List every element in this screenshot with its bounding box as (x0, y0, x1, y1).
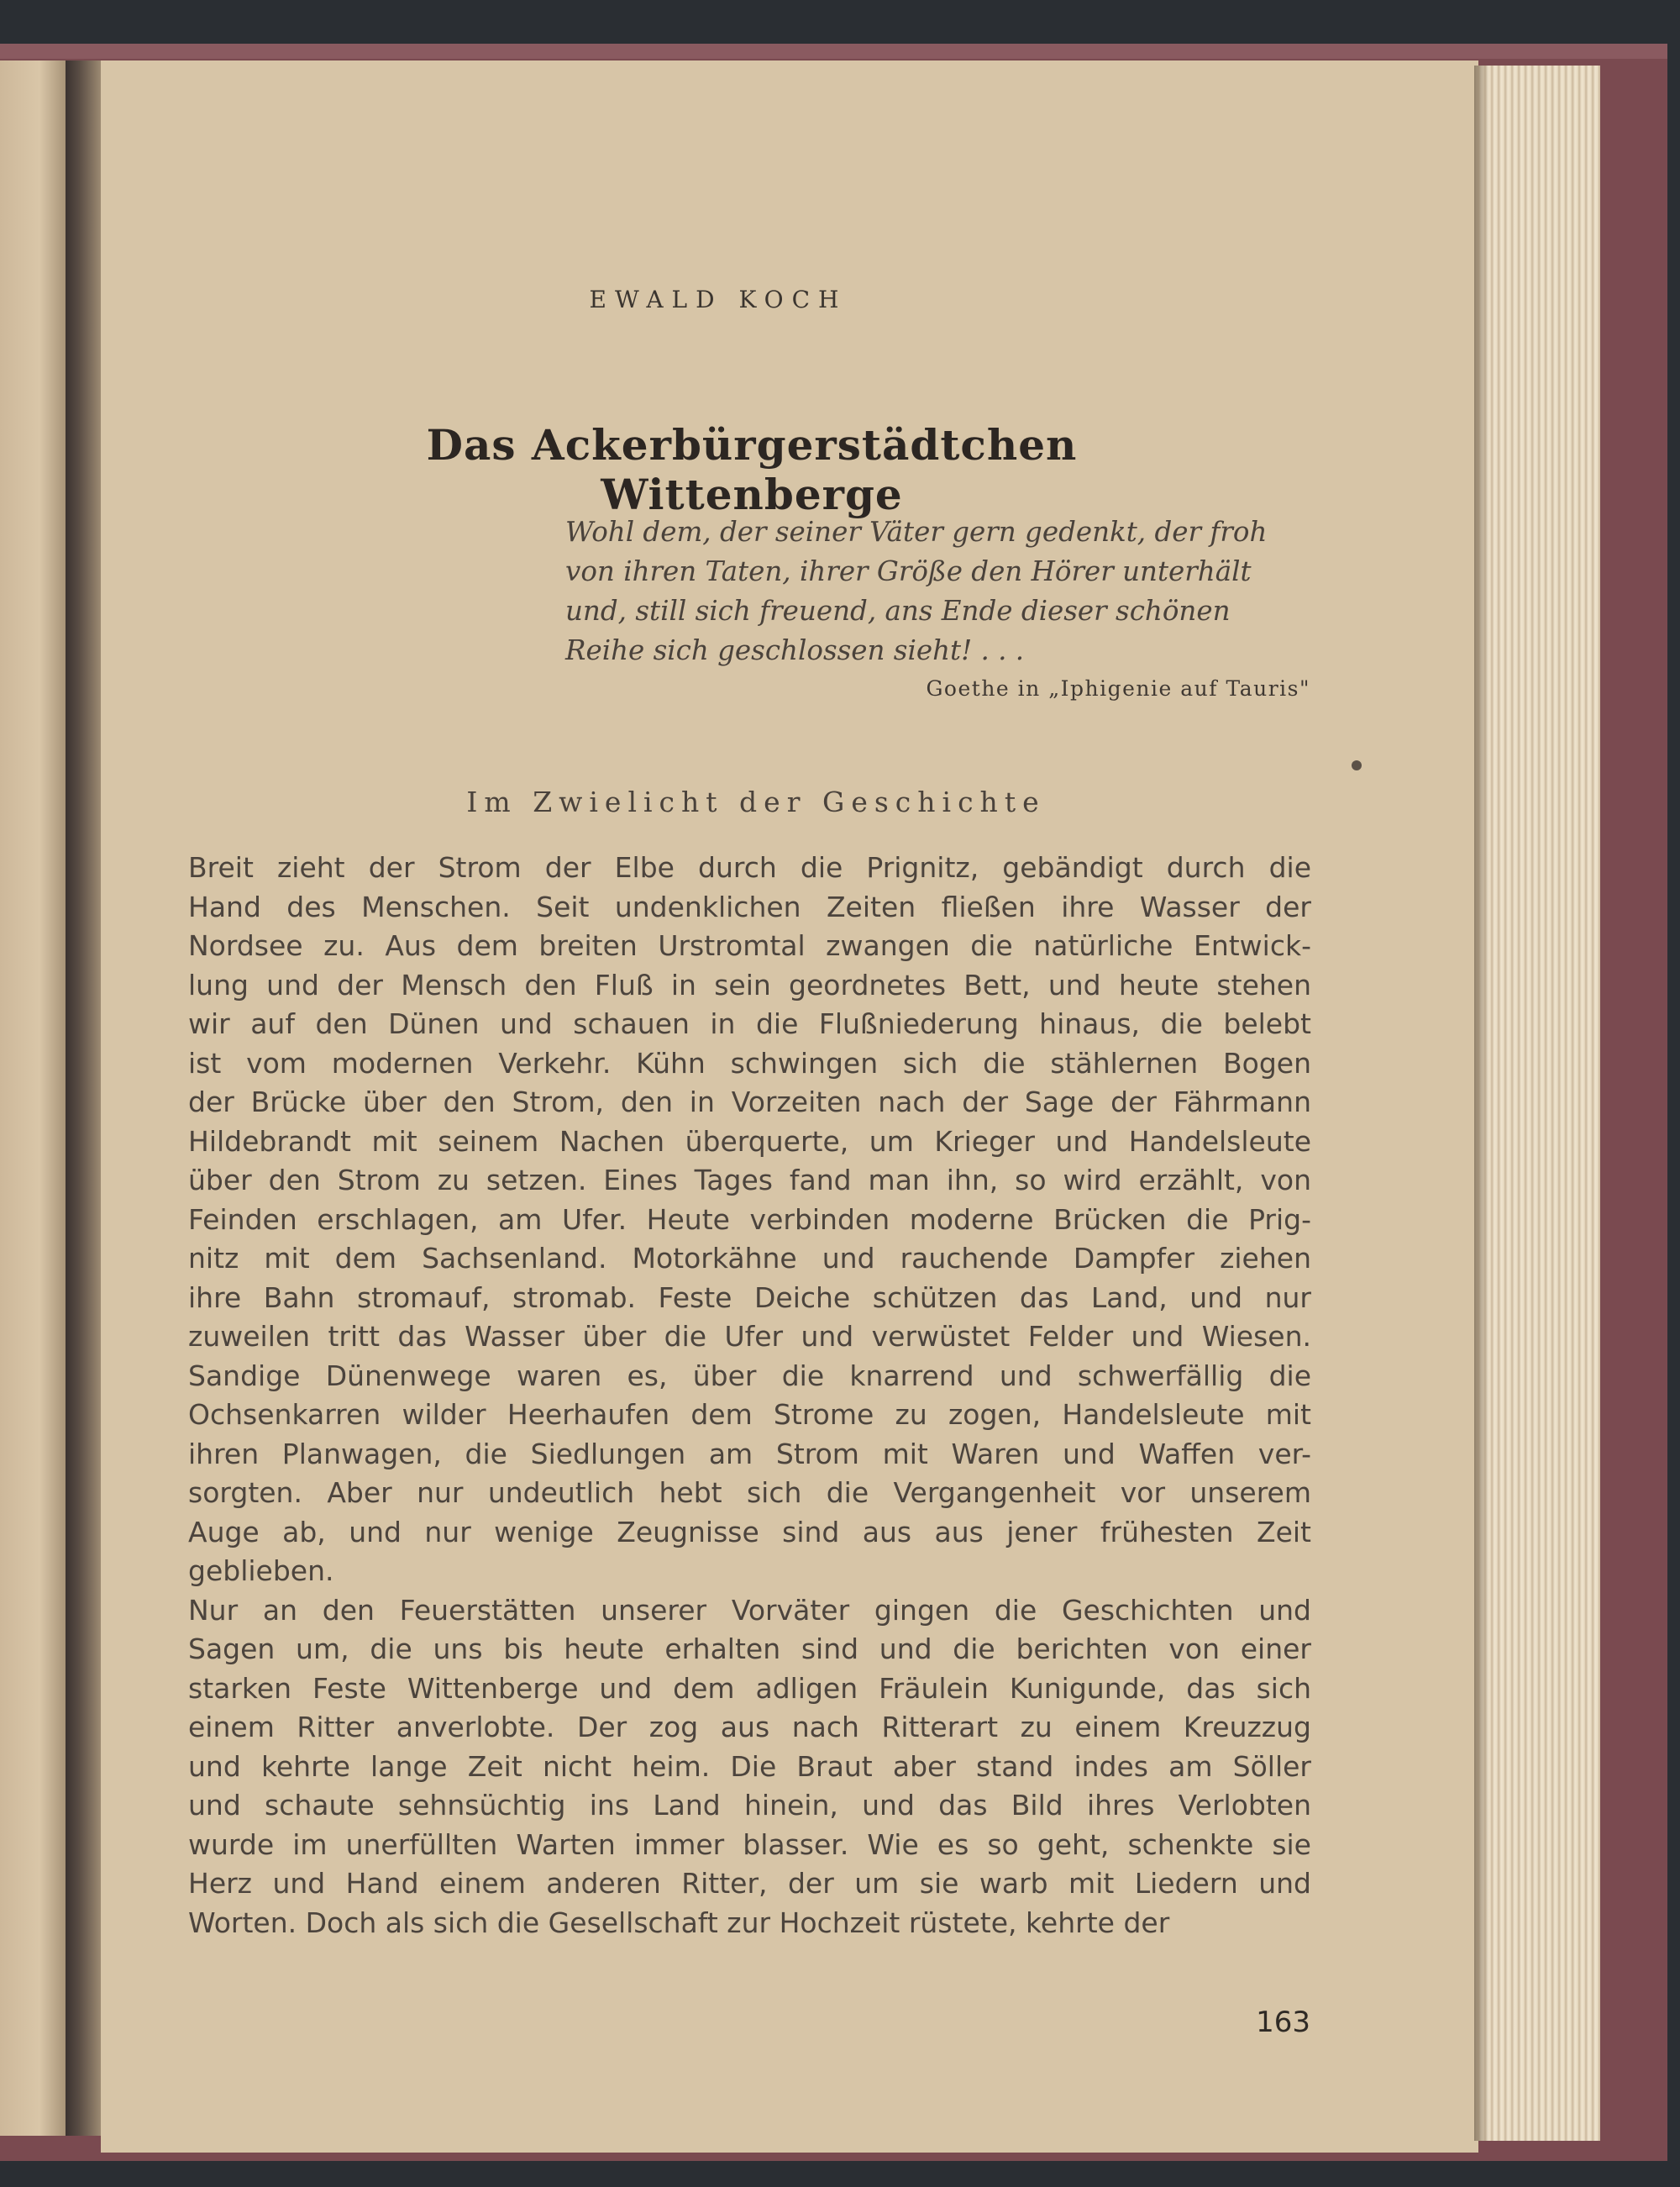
body-text (188, 849, 1311, 1943)
text-line: ihren Planwagen, die Siedlungen am Strom mit Waren und Waffen ver- (188, 1437, 1311, 1470)
text-line: Sagen um, die uns bis heute erhalten sind und die berichten von einer (188, 1632, 1311, 1665)
text-line: Nordsee zu. Aus dem breiten Urstromtal zwangen die natürliche Entwick- (188, 929, 1311, 962)
epigraph-line: und, still sich freuend, ans Ende dieser schönen (565, 595, 1231, 627)
text-line: Herz und Hand einem anderen Ritter, der um sie warb mit Liedern und (188, 1867, 1311, 1900)
text-line: nitz mit dem Sachsenland. Motorkähne und rauchende Dampfer ziehen (188, 1242, 1311, 1275)
text-line: Nur an den Feuerstätten unserer Vorväter gingen die Geschichten und (188, 1593, 1311, 1627)
text-line: Feinden erschlagen, am Ufer. Heute verbinden moderne Brücken die Prig- (188, 1202, 1311, 1236)
page-stack-edges (1474, 66, 1600, 2141)
text-line: zuweilen tritt das Wasser über die Ufer und verwüstet Felder und Wiesen. (188, 1320, 1311, 1353)
ink-dot (1352, 760, 1362, 770)
epigraph-line: Wohl dem, der seiner Väter gern gedenkt, der froh (565, 516, 1268, 548)
text-line: Worten. Doch als sich die Gesellschaft zur Hochzeit rüstete, kehrte der (188, 1906, 1170, 1939)
text-line: Ochsenkarren wilder Heerhaufen dem Strome zu zogen, Handelsleute mit (188, 1398, 1311, 1431)
author-name: EWALD KOCH (589, 286, 848, 313)
text-line: lung und der Mensch den Fluß in sein geordnetes Bett, und heute stehen (188, 968, 1311, 1001)
text-line: der Brücke über den Strom, den in Vorzeiten nach der Sage der Fährmann (188, 1086, 1311, 1118)
epigraph-line: Reihe sich geschlossen sieht! . . . (565, 634, 1025, 666)
book-gutter (66, 60, 101, 2136)
text-line: wurde im unerfüllten Warten immer blasser. Wie es so geht, schenkte sie (188, 1827, 1311, 1861)
paragraph-1 (188, 849, 1311, 1591)
epigraph-line: von ihren Taten, ihrer Größe den Hörer unterhält (565, 555, 1252, 587)
text-line: und schaute sehnsüchtig ins Land hinein, und das Bild ihres Verlobten (188, 1789, 1311, 1822)
text-line: Sandige Dünenwege waren es, über die knarrend und schwerfällig die (188, 1359, 1311, 1392)
text-line: sorgten. Aber nur undeutlich hebt sich die Vergangenheit vor unserem (188, 1476, 1311, 1509)
section-heading: Im Zwielicht der Geschichte (466, 786, 1046, 818)
text-line: ihre Bahn stromauf, stromab. Feste Deiche schützen das Land, und nur (188, 1280, 1311, 1314)
text-line: Breit zieht der Strom der Elbe durch die Prignitz, gebändigt durch die (188, 851, 1311, 884)
text-line: Auge ab, und nur wenige Zeugnisse sind aus aus jener frühesten Zeit (188, 1515, 1311, 1548)
text-line: ist vom modernen Verkehr. Kühn schwingen sich die stählernen Bogen (188, 1046, 1311, 1080)
text-line: Hildebrandt mit seinem Nachen überquerte, um Krieger und Handelsleute (188, 1124, 1311, 1158)
text-line: geblieben. (188, 1554, 334, 1587)
chapter-title: Das Ackerbürgerstädtchen Wittenberge (426, 420, 1078, 519)
text-line: über den Strom zu setzen. Eines Tages fand man ihn, so wird erzählt, von (188, 1164, 1311, 1196)
text-line: und kehrte lange Zeit nicht heim. Die Braut aber stand indes am Söller (188, 1749, 1311, 1783)
text-line: wir auf den Dünen und schauen in die Flußniederung hinaus, die belebt (188, 1007, 1311, 1040)
text-line: einem Ritter anverlobte. Der zog aus nach Ritterart zu einem Kreuzzug (188, 1711, 1311, 1743)
page-number: 163 (1256, 2006, 1310, 2039)
text-line: starken Feste Wittenberge und dem adligen Fräulein Kunigunde, das sich (188, 1671, 1311, 1705)
book-cover-edge (0, 44, 1667, 59)
epigraph-source: Goethe in „Iphigenie auf Tauris" (926, 676, 1310, 701)
epigraph (565, 513, 1313, 670)
page-stack-shadow (1474, 66, 1489, 2141)
text-line: Hand des Menschen. Seit undenklichen Zeiten fließen ihre Wasser der (188, 890, 1311, 923)
left-page-edge (0, 60, 66, 2136)
paragraph-2 (188, 1591, 1311, 1943)
